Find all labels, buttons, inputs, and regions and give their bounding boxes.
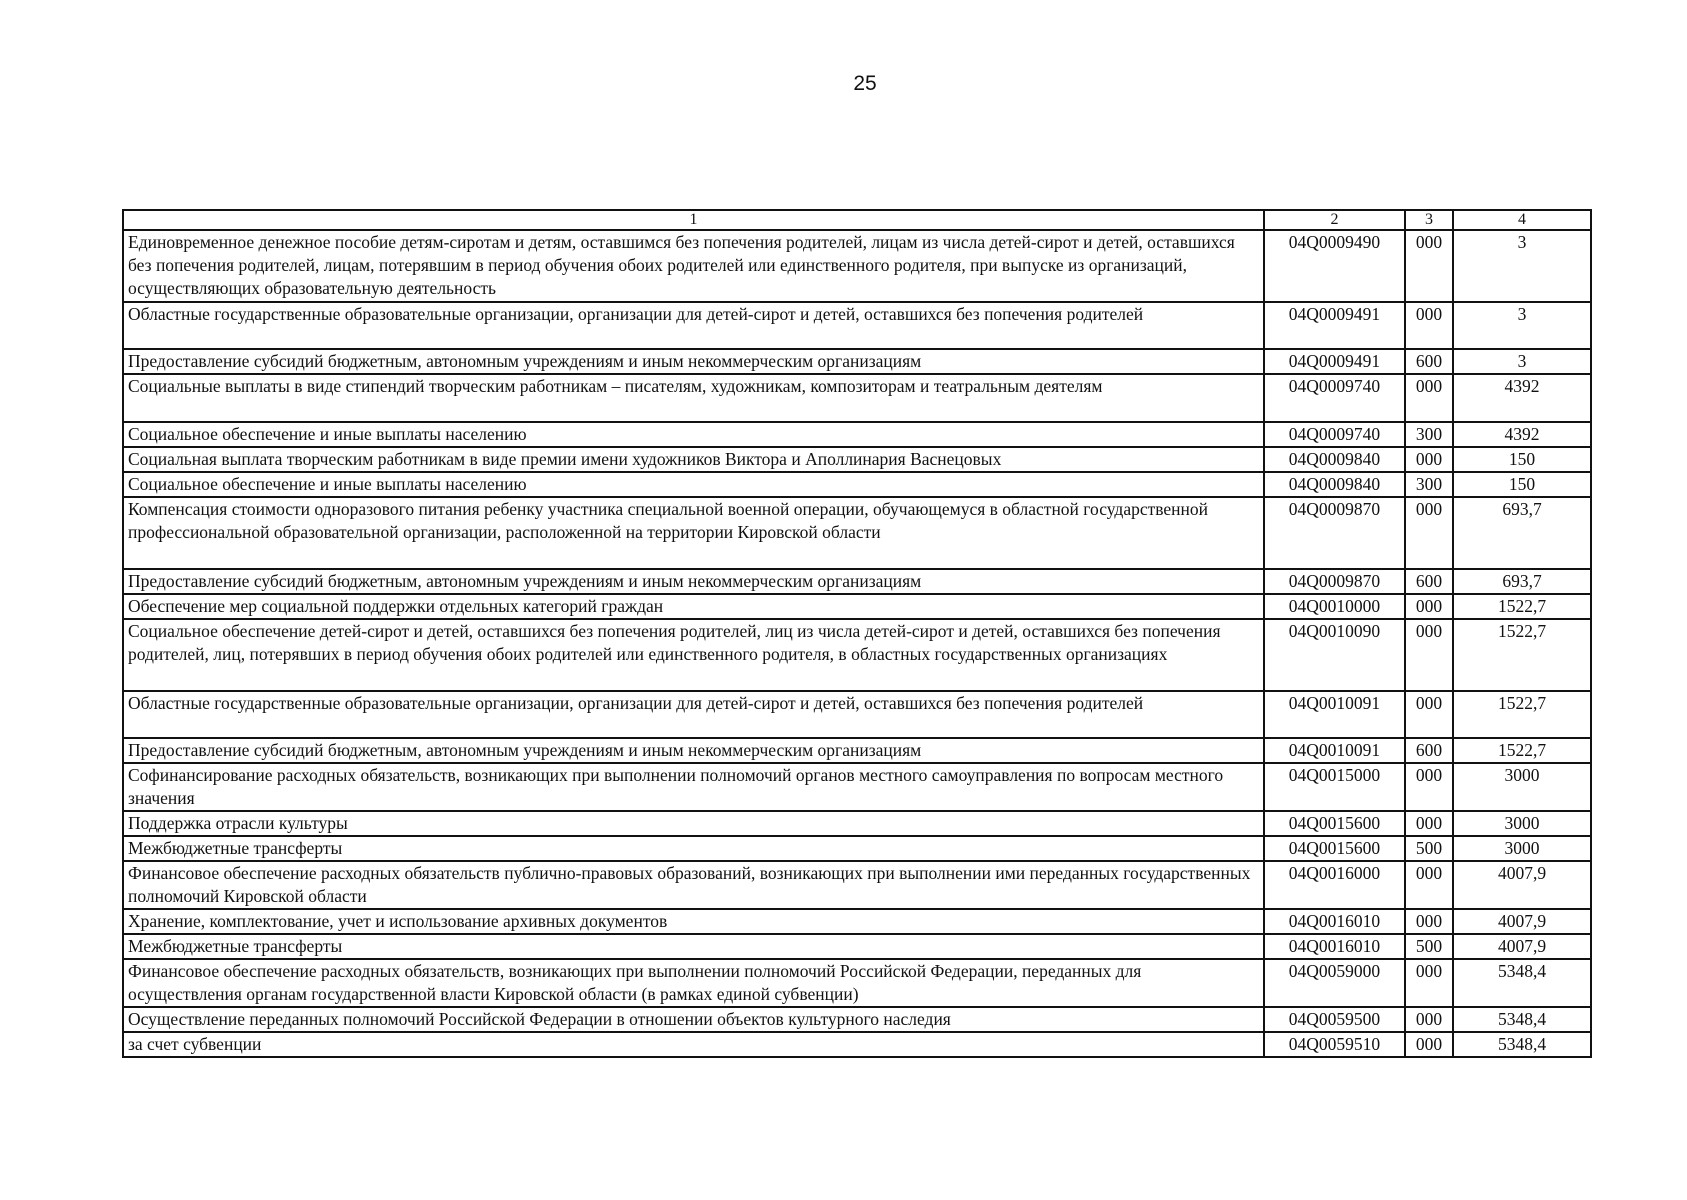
row-code: 04Q0009840 [1264, 447, 1405, 472]
row-name: Предоставление субсидий бюджетным, автономным учреждениям и иным некоммерческим организациям [123, 738, 1264, 763]
row-code: 04Q0015600 [1264, 836, 1405, 861]
row-name: Межбюджетные трансферты [123, 836, 1264, 861]
row-sum: 4007,9 [1453, 934, 1591, 959]
row-code: 04Q0009740 [1264, 422, 1405, 447]
row-name: Областные государственные образовательные организации, организации для детей-сирот и детей, оставшихся без попечения родителей [123, 691, 1264, 738]
row-vr: 500 [1405, 934, 1453, 959]
table-row [123, 447, 1591, 472]
row-sum: 4392 [1453, 374, 1591, 422]
row-name: Финансовое обеспечение расходных обязательств публично-правовых образований, возникающих при выполнении ими переданных государственных полномочий Кировской области [123, 861, 1264, 909]
row-vr: 000 [1405, 447, 1453, 472]
row-name: Социальная выплата творческим работникам в виде премии имени художников Виктора и Аполлинария Васнецовых [123, 447, 1264, 472]
table-row [123, 302, 1591, 349]
row-vr: 600 [1405, 349, 1453, 374]
row-sum: 1522,7 [1453, 691, 1591, 738]
row-code: 04Q0009740 [1264, 374, 1405, 422]
row-sum: 4007,9 [1453, 861, 1591, 909]
row-name: Социальное обеспечение и иные выплаты населению [123, 472, 1264, 497]
row-vr: 000 [1405, 594, 1453, 619]
table-row [123, 934, 1591, 959]
table-row [123, 1032, 1591, 1057]
row-vr: 000 [1405, 1007, 1453, 1032]
row-name: Компенсация стоимости одноразового питания ребенку участника специальной военной операции, обучающемуся в областной государственной профессиональной образовательной организации, расположенной на территории Кировской области [123, 497, 1264, 569]
row-name: Осуществление переданных полномочий Российской Федерации в отношении объектов культурного наследия [123, 1007, 1264, 1032]
row-sum: 1522,7 [1453, 594, 1591, 619]
row-code: 04Q0009870 [1264, 497, 1405, 569]
row-sum: 3000 [1453, 836, 1591, 861]
row-sum: 1522,7 [1453, 619, 1591, 691]
row-sum: 4007,9 [1453, 909, 1591, 934]
row-code: 04Q0009840 [1264, 472, 1405, 497]
row-sum: 4392 [1453, 422, 1591, 447]
row-vr: 000 [1405, 909, 1453, 934]
row-name: Поддержка отрасли культуры [123, 811, 1264, 836]
table-row [123, 594, 1591, 619]
row-name: Предоставление субсидий бюджетным, автономным учреждениям и иным некоммерческим организациям [123, 349, 1264, 374]
row-sum: 3000 [1453, 763, 1591, 811]
row-sum: 3 [1453, 230, 1591, 302]
row-sum: 5348,4 [1453, 1007, 1591, 1032]
row-vr: 000 [1405, 959, 1453, 1007]
table-row [123, 836, 1591, 861]
table-row [123, 959, 1591, 1007]
row-name: за счет субвенции [123, 1032, 1264, 1057]
row-vr: 300 [1405, 472, 1453, 497]
row-code: 04Q0015000 [1264, 763, 1405, 811]
row-vr: 000 [1405, 763, 1453, 811]
budget-table [122, 209, 1592, 1058]
row-code: 04Q0009491 [1264, 349, 1405, 374]
row-vr: 000 [1405, 811, 1453, 836]
row-code: 04Q0016000 [1264, 861, 1405, 909]
row-code: 04Q0059510 [1264, 1032, 1405, 1057]
row-vr: 500 [1405, 836, 1453, 861]
row-code: 04Q0015600 [1264, 811, 1405, 836]
row-code: 04Q0010091 [1264, 691, 1405, 738]
table-row [123, 691, 1591, 738]
row-sum: 3 [1453, 349, 1591, 374]
row-sum: 3 [1453, 302, 1591, 349]
row-vr: 000 [1405, 691, 1453, 738]
page-number: 25 [853, 72, 877, 95]
row-code: 04Q0059500 [1264, 1007, 1405, 1032]
header-col-4: 4 [1453, 210, 1591, 230]
row-vr: 000 [1405, 619, 1453, 691]
row-name: Социальное обеспечение детей-сирот и детей, оставшихся без попечения родителей, лиц из числа детей-сирот и детей, оставшихся без попечения родителей, лиц, потерявших в период обучения обоих родителей или единственного родителя, в областных государственных организациях [123, 619, 1264, 691]
row-name: Социальные выплаты в виде стипендий творческим работникам – писателям, художникам, композиторам и театральным деятелям [123, 374, 1264, 422]
row-sum: 1522,7 [1453, 738, 1591, 763]
row-code: 04Q0010000 [1264, 594, 1405, 619]
table-row [123, 619, 1591, 691]
table-row [123, 861, 1591, 909]
row-sum: 5348,4 [1453, 1032, 1591, 1057]
row-vr: 000 [1405, 1032, 1453, 1057]
row-vr: 000 [1405, 302, 1453, 349]
row-sum: 693,7 [1453, 569, 1591, 594]
table-row [123, 909, 1591, 934]
table-row [123, 422, 1591, 447]
table-header-row [123, 210, 1591, 230]
table-row [123, 738, 1591, 763]
row-code: 04Q0009490 [1264, 230, 1405, 302]
header-col-3: 3 [1405, 210, 1453, 230]
table-row [123, 497, 1591, 569]
row-sum: 3000 [1453, 811, 1591, 836]
row-name: Хранение, комплектование, учет и использование архивных документов [123, 909, 1264, 934]
table-row [123, 763, 1591, 811]
table-row [123, 472, 1591, 497]
table-row [123, 811, 1591, 836]
table-row [123, 349, 1591, 374]
row-vr: 000 [1405, 374, 1453, 422]
row-sum: 150 [1453, 472, 1591, 497]
row-vr: 600 [1405, 738, 1453, 763]
header-col-1: 1 [123, 210, 1264, 230]
row-name: Предоставление субсидий бюджетным, автономным учреждениям и иным некоммерческим организациям [123, 569, 1264, 594]
row-code: 04Q0016010 [1264, 909, 1405, 934]
table-row [123, 1007, 1591, 1032]
row-name: Областные государственные образовательные организации, организации для детей-сирот и детей, оставшихся без попечения родителей [123, 302, 1264, 349]
row-code: 04Q0010091 [1264, 738, 1405, 763]
table-row [123, 374, 1591, 422]
row-code: 04Q0010090 [1264, 619, 1405, 691]
row-name: Социальное обеспечение и иные выплаты населению [123, 422, 1264, 447]
row-vr: 000 [1405, 861, 1453, 909]
row-name: Финансовое обеспечение расходных обязательств, возникающих при выполнении полномочий Российской Федерации, переданных для осуществления органам государственной власти Кировской области (в рамках единой субвенции) [123, 959, 1264, 1007]
row-sum: 150 [1453, 447, 1591, 472]
row-name: Межбюджетные трансферты [123, 934, 1264, 959]
row-name: Обеспечение мер социальной поддержки отдельных категорий граждан [123, 594, 1264, 619]
row-sum: 5348,4 [1453, 959, 1591, 1007]
row-code: 04Q0059000 [1264, 959, 1405, 1007]
row-code: 04Q0009870 [1264, 569, 1405, 594]
row-sum: 693,7 [1453, 497, 1591, 569]
table-row [123, 569, 1591, 594]
table-row [123, 230, 1591, 302]
row-code: 04Q0016010 [1264, 934, 1405, 959]
row-vr: 600 [1405, 569, 1453, 594]
row-name: Софинансирование расходных обязательств, возникающих при выполнении полномочий органов местного самоуправления по вопросам местного значения [123, 763, 1264, 811]
row-vr: 000 [1405, 230, 1453, 302]
row-vr: 300 [1405, 422, 1453, 447]
row-vr: 000 [1405, 497, 1453, 569]
row-name: Единовременное денежное пособие детям-сиротам и детям, оставшимся без попечения родителей, лицам из числа детей-сирот и детей, оставшихся без попечения родителей, лицам, потерявшим в период обучения обоих родителей или единственного родителя, при выпуске из организаций, осуществляющих образовательную деятельность [123, 230, 1264, 302]
header-col-2: 2 [1264, 210, 1405, 230]
row-code: 04Q0009491 [1264, 302, 1405, 349]
